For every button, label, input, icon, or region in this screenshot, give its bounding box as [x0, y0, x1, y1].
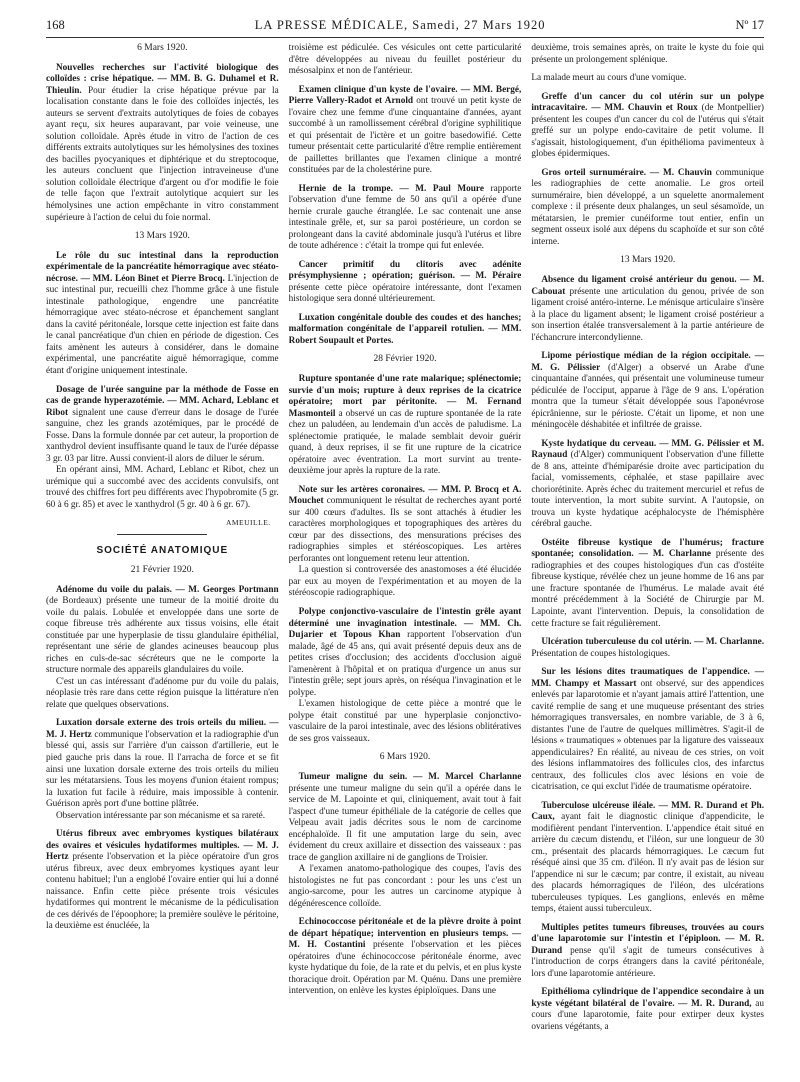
entry-body: (d'Alger) a observé un Arabe d'une cinquantaine d'années, qui présentait une volumineuse tumeur pédiculée de l'occiput, apparue à l'âge de 9 ans. L'opération montra que la tumeur s'était développée sous l'aponévrose épicrânienne, sur le périoste. C'était un lipome, et non une méningocèle déshabitée et infiltrée de graisse. — [531, 362, 765, 431]
entry-first-paragraph — [531, 987, 764, 1033]
entry-first-paragraph — [46, 251, 279, 378]
entry-first-paragraph — [531, 801, 764, 916]
communication-entry — [531, 168, 764, 249]
communication-entry — [46, 718, 279, 822]
entry-first-paragraph — [289, 85, 522, 177]
columns — [46, 43, 764, 1075]
entry-body: signalent une cause d'erreur dans le dosage de l'urée sanguine, chez les grands azotémiques, par le procédé de Fosse. Dans la formule donnée par cet auteur, la proportion de xanthydrol devient insuffisante quand le taux de l'urée dépasse 3 gr. 03 par litre. Aussi convient-il alors de diluer le sérum. — [46, 407, 279, 464]
entry-paragraph: En opérant ainsi, MM. Achard, Leblanc et Ribot, chez un urémique qui a succombé avec des accidents convulsifs, ont trouvé des chiffres fort peu différents avec l'hypobromite (5 gr. 60 à 6 gr. 85) et avec le xanthydrol (5 gr. 40 à 6 gr. 67). — [46, 465, 279, 510]
entry-title: Le rôle du suc intestinal dans la reproduction expérimentale de la pancréatite hémorragique avec stéato-nécrose. — MM. Léon Binet et Pierre Brocq. — [46, 250, 279, 284]
entry-body: L'injection de suc intestinal pur, recueilli chez l'homme grâce à une fistule intestinale pathologique, engendre une pancréatite hémorragique avec stéato-nécrose et épanchement sanglant dans la cavité péritonéale, lorsque cette injection est faite dans le canal pancréatique d'un chien en période de digestion. Ces faits amènent les auteurs à considérer, dans le domaine expérimental, une pancréatite aiguë hémorragique, comme étant d'origine uniquement intestinale. — [46, 273, 279, 376]
session-date: 13 Mars 1920. — [134, 231, 190, 242]
session-date: 6 Mars 1920. — [379, 752, 431, 763]
entry-first-paragraph — [46, 63, 279, 224]
communication-entry — [289, 85, 522, 177]
section-title: SOCIÉTÉ ANATOMIQUE — [96, 544, 229, 556]
entry-first-paragraph — [531, 351, 764, 432]
entry-body: rapporte l'observation d'une femme de 50 ans qu'il a opérée d'une hernie crurale gauche étranglée. Le sac contenait une anse intestinale grêle, et, sur sa paroi postérieure, un cordon se prolongeant dans la cavité abdominale jusqu'à l'utérus et libre de toute adhérence : c'était la trompe qui fut enlevée. — [288, 183, 522, 252]
communication-entry — [531, 439, 764, 531]
entry-title: Sur les lésions dites traumatiques de l'appendice. — MM. Champy et Massart — [531, 667, 765, 689]
paragraph-text: La malade meurt au cours d'une vomique. — [531, 73, 687, 84]
entry-body: ont trouvé un petit kyste de l'ovaire chez une femme d'une cinquantaine d'années, ayant succombé à un ramollissement cérébral d'origine syphilitique et qui présentait de l'ictère et un goitre basedowifié. Cette tumeur présentait cette particularité d'être remplie entièrement de paillettes brillantes que l'examen clinique a montré constituées par de la cholestérine pure. — [288, 96, 522, 176]
entry-title: Tuberculose ulcéreuse iléale. — MM. R. Durand et Ph. Caux, — [531, 800, 765, 823]
communication-entry — [46, 585, 279, 712]
entry-first-paragraph — [289, 374, 522, 478]
entry-first-paragraph — [289, 260, 522, 306]
page-number: 168 — [46, 18, 65, 32]
entry-body: pense qu'il s'agit de tumeurs consécutives à l'introduction de corps étrangers dans la cavité péritonéale, lors d'une laparotomie antérieure. — [531, 945, 765, 979]
communication-entry — [289, 374, 522, 478]
communication-entry — [531, 92, 764, 161]
entry-paragraph: Observation intéressante par son mécanisme et sa rareté. — [56, 810, 266, 821]
entry-body: (de Bordeaux) présente une tumeur de la moitié droite du voile du palais. Lobulée et enveloppée dans une sorte de coque fibreuse très adhérente aux tissus voisins, elle était constituée par une hyperplasie de tissu glandulaire épithélial, représentant une série de glandes acineuses beaucoup plus riches en culs-de-sac sécréteurs que ne le comporte la structure normale des appareils glandulaires du voile. — [46, 596, 279, 676]
entry-title: Echinococcose péritonéale et de la plèvre droite à point de départ hépatique; intervention en plusieurs temps. — M. H. Costantini — [288, 917, 522, 951]
entry-title: Kyste hydatique du cerveau. — MM. G. Pélissier et M. Raynaud — [531, 438, 765, 461]
entry-first-paragraph — [531, 92, 764, 161]
entry-first-paragraph — [531, 637, 764, 660]
entry-first-paragraph — [531, 538, 764, 630]
communication-entry — [531, 923, 764, 981]
communication-entry — [46, 385, 279, 512]
column-1 — [46, 43, 279, 1075]
entry-title: Lipome périostique médian de la région occipitale. — M. G. Pélissier — [531, 351, 765, 373]
entry-title: Greffe d'un cancer du col utérin sur un polype intracavitaire. — MM. Chauvin et Roux — [531, 91, 765, 114]
header-rule — [46, 37, 764, 38]
entry-first-paragraph — [289, 313, 522, 348]
entry-first-paragraph — [46, 718, 279, 810]
entry-title: Hernie de la trompe. — M. Paul Moure — [298, 183, 484, 194]
entry-paragraph: C'est un cas intéressant d'adénome pur du voile du palais, néoplasie très rare dans cette région puisque la littérature n'en relate que quelques observations. — [46, 676, 279, 710]
communication-entry — [531, 667, 764, 794]
entry-body: présente des radiographies et des coupes histologiques d'un cas d'ostéite fibreuse kystique, révélée chez un jeune homme de 16 ans par une fracture spontanée de l'humérus. Le malade avait été montré précédemment à la Société de Chirurgie par M. Lapointe, avant l'intervention. Depuis, la consolidation de cette fracture se fait régulièrement. — [531, 549, 765, 629]
entry-first-paragraph — [46, 829, 279, 933]
session-date: 21 Février 1920. — [130, 564, 194, 575]
entry-first-paragraph — [289, 607, 522, 699]
communication-entry — [289, 184, 522, 253]
session-date: 13 Mars 1920. — [620, 255, 676, 266]
continuation-paragraph — [531, 73, 764, 85]
issue-number: Nº 17 — [735, 18, 764, 32]
entry-title: Utérus fibreux avec embryomes kystiques bilatéraux des ovaires et vésicules hydatiformes multiples. — M. J. Hertz — [46, 829, 279, 863]
entry-title: Nouvelles recherches sur l'activité biologique des colloïdes : crise hépatique. — MM. B. G. Duhamel et R. Thieulin. — [46, 62, 279, 96]
communication-entry — [289, 485, 522, 600]
entry-title: Epithélioma cylindrique de l'appendice secondaire à un kyste végétant bilatéral de l'ovaire. — M. R. Durand, — [531, 987, 765, 1009]
masthead: LA PRESSE MÉDICALE, Samedi, 27 Mars 1920 — [254, 18, 546, 32]
entry-first-paragraph — [531, 168, 764, 249]
communication-entry — [531, 351, 764, 432]
session-date: 6 Mars 1920. — [137, 43, 188, 53]
entry-body: présente l'observation et les pièces opératoires d'une échinococcose péritonéale énorme, avec kyste hydatique du foie, de la rate et du pelvis, et en plus kyste thoracique droit. Opération par M. Quénu. Dans une première intervention, on enlève les kystes épiploïques. Dans une — [288, 940, 522, 997]
entry-title: Tumeur maligne du sein. — M. Marcel Charlanne — [298, 771, 522, 782]
entry-paragraph: La question si controversée des anastomoses a été élucidée par eux au moyen de l'expérimentation et au moyen de la stéréoscopie radiographique. — [288, 565, 522, 599]
entry-first-paragraph — [289, 485, 522, 566]
communication-entry — [531, 637, 764, 660]
continuation-paragraph — [289, 43, 522, 78]
paragraph-text: deuxième, trois semaines après, on traite le kyste du foie qui présente un prolongement splénique. — [531, 43, 765, 65]
entry-title: Adénome du voile du palais. — M. Georges Portmann — [56, 584, 279, 595]
entry-first-paragraph — [289, 772, 522, 864]
entry-body: présente cette pièce opératoire intéressante, dont l'examen histologique sera donné ultérieurement. — [288, 282, 522, 305]
entry-body: communiquent le résultat de recherches ayant porté sur 400 cœurs d'adultes. Ils se sont attachés à étudier les caractères morphologiques et topographiques des artères du cœur par des dissections, des mensurations précises des radiographies simples et stéréoscopiques. Les artères perforantes ont longuement retenu leur attention. — [288, 496, 522, 564]
entry-title: Gros orteil surnuméraire. — M. Chauvin — [541, 167, 712, 178]
entry-body: communique l'observation et la radiographie d'un blessé qui, assis sur l'arrière d'un caisson d'artillerie, eut le pied gauche pris dans la roue. Il l'arracha de force et se fit ainsi une luxation dorsale externe des trois orteils du milieu sur les métatarsiens. Tous les moyens d'union étaient rompus; la luxation fut facile à réduire, mais impossible à contenir. Guérison après port d'une bottine plâtrée. — [46, 729, 279, 810]
entry-first-paragraph — [289, 917, 522, 998]
author-signature: AMEUILLE. — [225, 518, 271, 528]
communication-entry — [531, 538, 764, 630]
column-3 — [531, 43, 764, 1075]
entry-title: Luxation congénitale double des coudes et des hanches; malformation congénitale de l'appareil rotulien. — MM. Robert Soupault et Portes. — [288, 312, 522, 346]
page-header — [46, 18, 764, 36]
entry-first-paragraph — [531, 667, 764, 794]
entry-body: ayant fait le diagnostic clinique d'appendicite, le modifièrent pendant l'intervention. L'appendice était situé en arrière du cæcum distendu, et l'iléon, sur une longueur de 30 cm., présentait des placards hémorragiques. Le cæcum fut réséqué ainsi que 35 cm. d'iléon. Il n'y avait pas de lésion sur l'appendice ni sur le cæcum; par contre, il existait, au niveau des placards hémorragiques de l'iléon, des ulcérations tuberculeuses typiques. Les ganglions, enlevés en même temps, étaient aussi tuberculeux. — [531, 812, 765, 915]
entry-body: Présentation de coupes histologiques. — [531, 648, 671, 659]
communication-entry — [289, 313, 522, 348]
communication-entry — [46, 63, 279, 224]
entry-title: Polype conjonctivo-vasculaire de l'intestin grêle ayant déterminé une invagination intestinale. — MM. Ch. Dujarier et Topous Khan — [288, 606, 522, 641]
entry-body: Pour étudier la crise hépatique prévue par la localisation constante dans le foie des colloïdes injectés, les auteurs se servent d'extraits autolytiques de foies de cobayes ayant reçu, six heures auparavant, par voie veineuse, une solution colloïdale. Après étude in vitro de l'action de ces différents extraits autolytiques sur les hémolysines des toxines des bacilles pyocyaniques et diphtérique et du streptocoque, les auteurs concluent que l'injection intraveineuse d'une solution colloïdale électrique d'argent ou d'or modifie le foie de telle façon que l'extrait autolytique acquiert sur les hémolysines une action empêchante in vitro constamment supérieure à l'action de celui du foie normal. — [46, 85, 279, 223]
entry-first-paragraph — [289, 184, 522, 253]
entry-paragraph: A l'examen anatomo-pathologique des coupes, l'avis des histologistes ne fut pas concordant : pour les uns c'est un angio-sarcome, pour les autres un carcinome atypique à dégénérescence colloïde. — [288, 864, 522, 909]
entry-title: Dosage de l'urée sanguine par la méthode de Fosse en cas de grande hyperazotémie. — MM. Achard, Leblanc et Ribot — [46, 384, 279, 418]
session-date: 28 Février 1920. — [373, 354, 437, 365]
entry-title: Ostéite fibreuse kystique de l'humérus; fracture spontanée; consolidation. — M. Charlanne — [531, 537, 765, 560]
entry-first-paragraph — [531, 923, 764, 981]
entry-first-paragraph — [46, 585, 279, 677]
entry-title: Absence du ligament croisé antérieur du genou. — M. Cabouat — [531, 275, 765, 297]
entry-body: présente l'observation et la pièce opératoire d'un gros utérus fibreux, avec deux embryomes kystiques ayant leur contenu habituel; l'un a englobé l'ovaire entier qui lui a donné naissance. Enfin cette pièce présente trois vésicules hydatiformes qui montrent le mécanisme de la pédiculisation de ces dérivés de l'époophore; la première soulève le péritoine, la deuxième est énucléée, la — [46, 852, 279, 932]
entry-title: Ulcération tuberculeuse du col utérin. — M. Charlanne. — [541, 637, 765, 648]
entry-body: (de Montpellier) présentent les coupes d'un cancer du col de l'utérus qui s'était greffé sur un polype endo-cavitaire de petit volume. Il s'agissait, histologiquement, d'un épithélioma pavimenteux à globes épidermiques. — [531, 103, 765, 160]
entry-body: ont observé, sur des appendices enlevés par laparotomie et n'ayant jamais attiré l'attention, une cavité remplie de sang et une muqueuse présentant des stries hémorragiques transversales, en nombre variable, de 3 à 6, distantes l'une de l'autre de quelques millimètres. S'agit-il de lésions « traumatiques » obtenues par la ligature des vaisseaux appendiculaires? En réalité, au niveau de ces stries, on voit des lésions inflammatoires des follicules clos, des infarctus centraux, des follicules clos avec lésions en voie de cicatrisation, ce qui exclut l'idée de traumatisme opératoire. — [531, 678, 765, 793]
communication-entry — [531, 801, 764, 916]
entry-body: au cours d'une laparotomie, faite pour extirper deux kystes ovariens végétants, a — [531, 998, 765, 1032]
communication-entry — [46, 829, 279, 933]
entry-body: présente une tumeur maligne du sein qu'il a opérée dans le service de M. Lapointe et qui, cliniquement, avait tout à fait l'aspect d'une tumeur épithéliale de la catégorie de celles que Velpeau avait jadis décrites sous le nom de carcinome encéphaloïde. Il fit une amputation large du sein, avec évidement du creux axillaire et dissection des vaisseaux : pas trace de ganglion axillaire ni de ganglions de Troisier. — [288, 783, 522, 863]
entry-first-paragraph — [531, 275, 764, 344]
communication-entry — [289, 607, 522, 745]
communication-entry — [289, 772, 522, 910]
entry-title: Rupture spontanée d'une rate malarique; splénectomie; survie d'un mois; rupture à deux reprises de la cicatrice opératoire; mort par péritonite. — M. Fernand Masmonteil — [288, 374, 522, 419]
entry-paragraph: L'examen histologique de cette pièce a montré que le polype était constitué par une hyperplasie conjonctivo-vasculaire de la paroi intestinale, avec des lésions oblitératives de ses gros vaisseaux. — [288, 699, 522, 744]
entry-first-paragraph — [531, 439, 764, 531]
entry-title: Multiples petites tumeurs fibreuses, trouvées au cours d'une laparotomie sur l'intestin et l'épiploon. — M. R. Durand — [531, 922, 765, 956]
paragraph-text: troisième est pédiculée. Ces vésicules ont cette particularité d'être développées au niveau du feuillet postérieur du mésosalpinx et non de l'antérieur. — [288, 43, 522, 77]
entry-body: présente une articulation du genou, privée de son ligament croisé antéro-interne. Le ménisque articulaire s'insère à la place du ligament absent; le ligament croisé postérieur a son insertion étalée transversalement à la partie antérieure de l'échancrure intercondylienne. — [531, 286, 765, 343]
entry-title: Cancer primitif du clitoris avec adénite présymphysienne ; opération; guérison. — M. Péraire — [288, 259, 522, 282]
column-2 — [289, 43, 522, 1075]
entry-body: (d'Alger) communiquent l'observation d'une fillette de 8 ans, atteinte d'hémiparésie droite avec participation du facial, vomissements, céphalée, et stase papillaire avec choriorétinite. Après échec du traitement mercuriel et refus de toute intervention, la mort subite survint. A l'autopsie, on trouva un kyste hydatique acéphalocyste de l'hémisphère cérébral gauche. — [531, 450, 765, 530]
entry-body: communique les radiographies de cette anomalie. Le gros orteil surnuméraire, bien développé, a un squelette anormalement complexe : il présente deux phalanges, un seul sésamoïde, un métatarsien, le premier cunéiforme tout entier, enfin un segment osseux isolé aux dépens du scaphoïde et sur son côté interne. — [531, 167, 765, 247]
communication-entry — [289, 260, 522, 306]
communication-entry — [531, 275, 764, 344]
entry-body: rapportent l'observation d'un malade, âgé de 45 ans, qui avait présenté depuis deux ans de petites crises d'occlusion; des accidents d'occlusion aiguë l'amenèrent à l'hôpital et on pratiqua d'urgence un anus sur l'intestin grêle; sept jours après, on réséqua l'invagination et le polype. — [288, 630, 522, 698]
entry-title: Luxation dorsale externe des trois orteils du milieu. — M. J. Hertz — [46, 718, 279, 740]
entry-first-paragraph — [46, 385, 279, 466]
entry-body: a observé un cas de rupture spontanée de la rate chez un paludéen, au lendemain d'un accès de paludisme. La splénectomie pratiquée, le malade semblait devoir guérir quand, à deux reprises, il se fit une rupture de la cicatrice opératoire avec éventration. La mort survint au trente-deuxième jour après la rupture de la rate. — [288, 408, 522, 477]
continuation-paragraph — [531, 43, 764, 66]
section-divider — [117, 534, 207, 535]
communication-entry — [46, 251, 279, 378]
entry-title: Note sur les artères coronaires. — MM. P. Brocq et A. Mouchet — [288, 484, 522, 507]
communication-entry — [289, 917, 522, 998]
communication-entry — [531, 987, 764, 1033]
entry-title: Examen clinique d'un kyste de l'ovaire. — MM. Bergé, Pierre Vallery-Radot et Arnold — [288, 84, 522, 107]
